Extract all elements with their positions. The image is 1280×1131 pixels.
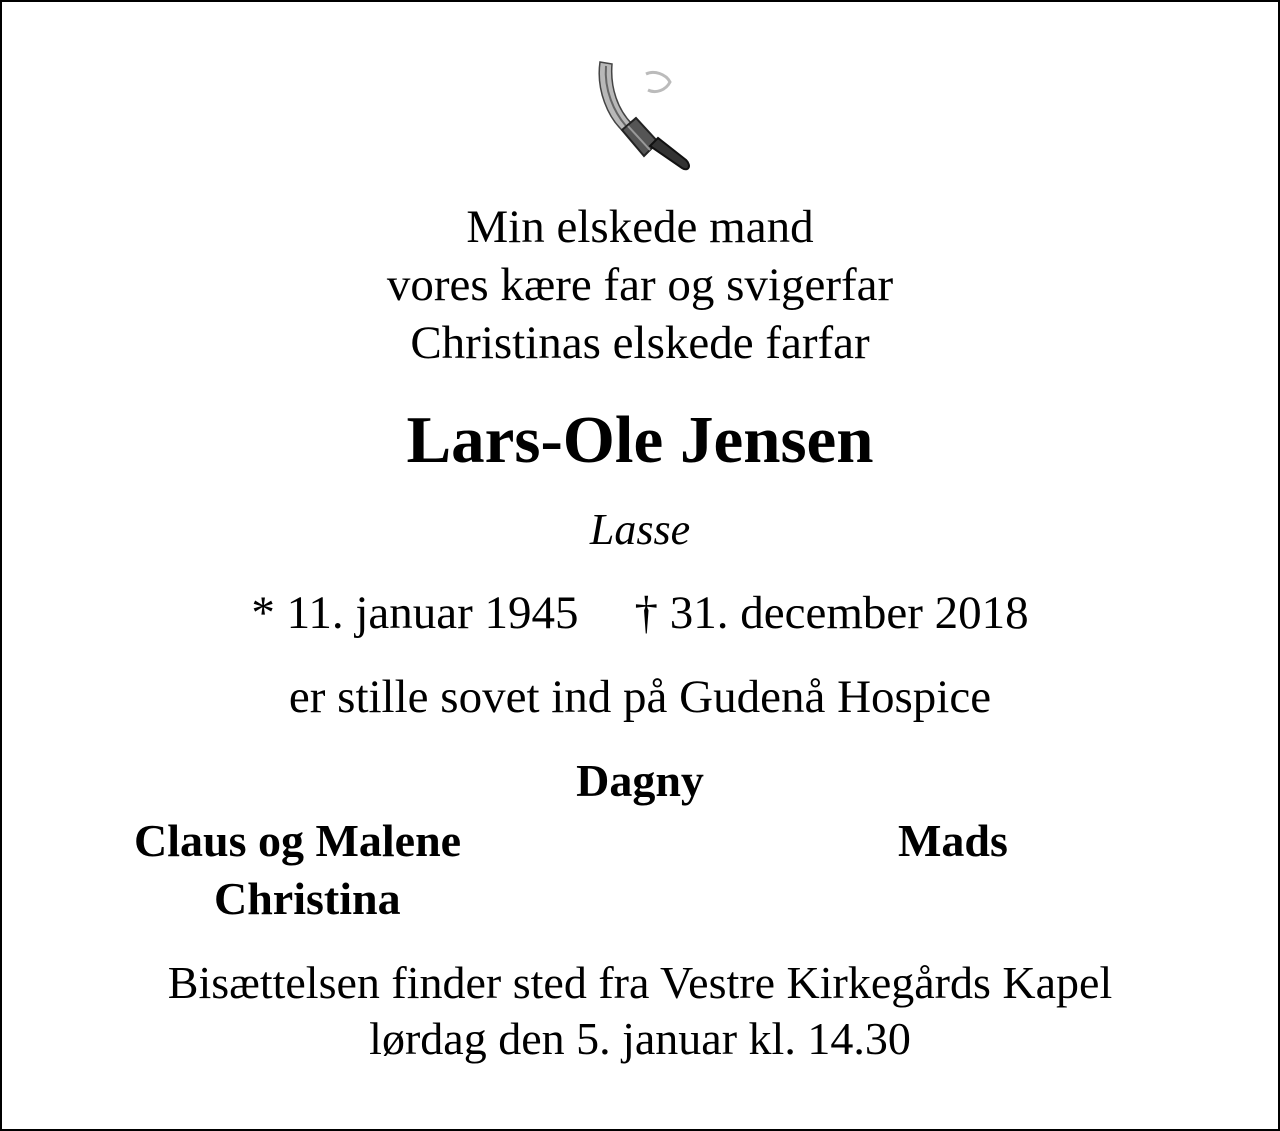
intro-line-3: Christinas elskede farfar bbox=[410, 317, 870, 369]
death-date: † 31. december 2018 bbox=[634, 587, 1029, 639]
paintbrush-icon bbox=[586, 60, 698, 176]
intro-line-1: Min elskede mand bbox=[466, 201, 814, 253]
funeral-info-line-2: lørdag den 5. januar kl. 14.30 bbox=[369, 1013, 911, 1064]
birth-date: * 11. januar 1945 bbox=[251, 587, 579, 639]
nickname: Lasse bbox=[589, 505, 691, 554]
family-right-line-1: Mads bbox=[898, 815, 1008, 866]
life-dates bbox=[2, 586, 1278, 640]
family-left-line-1: Claus og Malene bbox=[134, 815, 462, 866]
intro-line-2: vores kære far og svigerfar bbox=[386, 259, 894, 311]
family-left-line-2: Christina bbox=[214, 873, 401, 924]
deceased-name: Lars-Ole Jensen bbox=[406, 403, 874, 477]
place-of-death: er stille sovet ind på Gudenå Hospice bbox=[288, 671, 992, 723]
funeral-info-line-1: Bisættelsen finder sted fra Vestre Kirkegårds Kapel bbox=[167, 957, 1113, 1008]
spouse-name: Dagny bbox=[576, 755, 704, 806]
